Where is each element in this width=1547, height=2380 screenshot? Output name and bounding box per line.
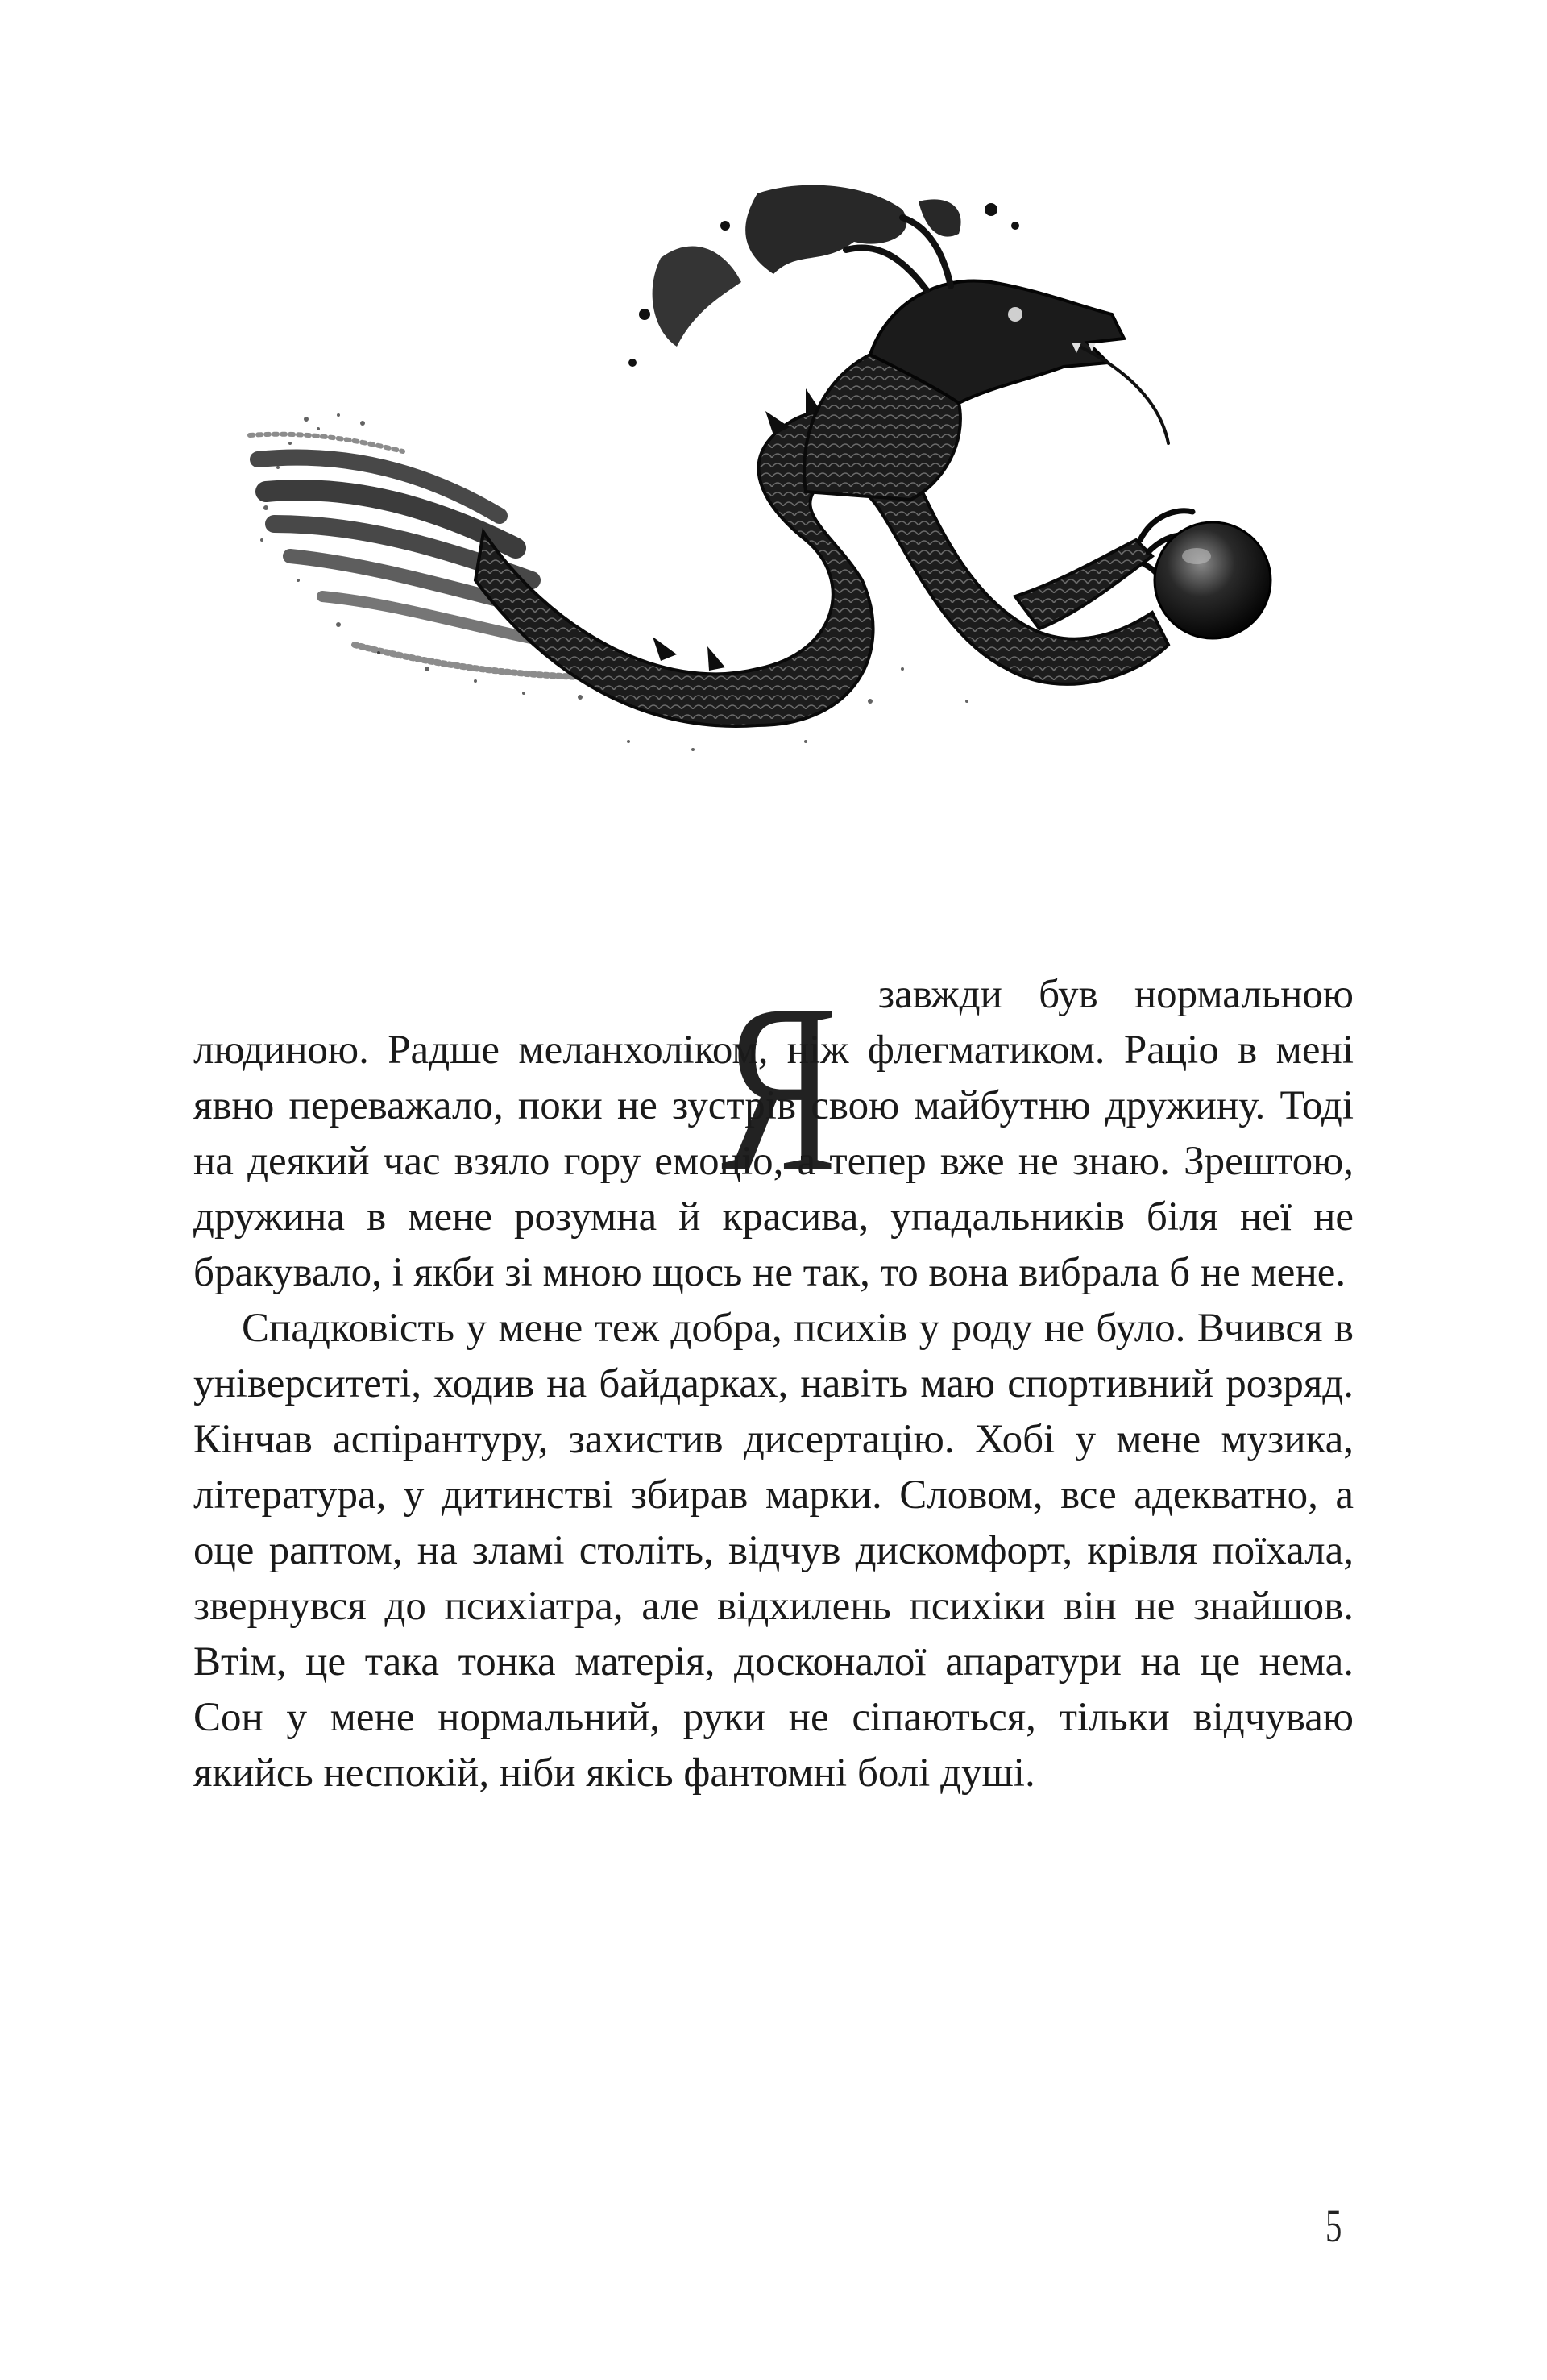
- paragraph-1: завжди був нормальною людиною. Радше меланхоліком, ніж флегматиком. Раціо в мені явно переважало, поки не зустрів свою майбутню дружину. Тоді на деякий час взяло гору емоціо, а тепер вже не знаю. Зрештою, дружина в мене розумна й красива, упадальників біля неї не бракувало, і якби зі мною щось не так, то вона вибрала б не мене.: [193, 972, 1354, 1295]
- paragraph-2: Спадковість у мене теж добра, психів у роду не було. Вчився в університеті, ходив на байдарках, навіть маю спортивний розряд. Кінчав аспірантуру, захистив дисертацію. Хобі у мене музика, література, у дитинстві збирав марки. Словом, все адекватно, а оце раптом, на зламі століть, відчув дискомфорт, крівля поїхала, звернувся до психіатра, але відхилень психіки він не знайшов. Втім, це така тонка матерія, досконалої апаратури на це нема. Сон у мене нормальний, руки не сіпаються, тільки відчуваю якийсь неспокій, ніби якісь фантомні болі душі.: [193, 1306, 1354, 1796]
- page-number: 5: [1325, 2199, 1342, 2252]
- chapter-text: [193, 954, 1354, 1801]
- dragon-eye: [1008, 307, 1022, 322]
- dragon-illustration: [242, 177, 1289, 790]
- pearl-orb: [1155, 522, 1271, 638]
- dragon-with-orb-icon: [242, 177, 1289, 790]
- dragon-arm: [1015, 540, 1152, 629]
- drop-cap-letter: Я: [721, 954, 838, 1222]
